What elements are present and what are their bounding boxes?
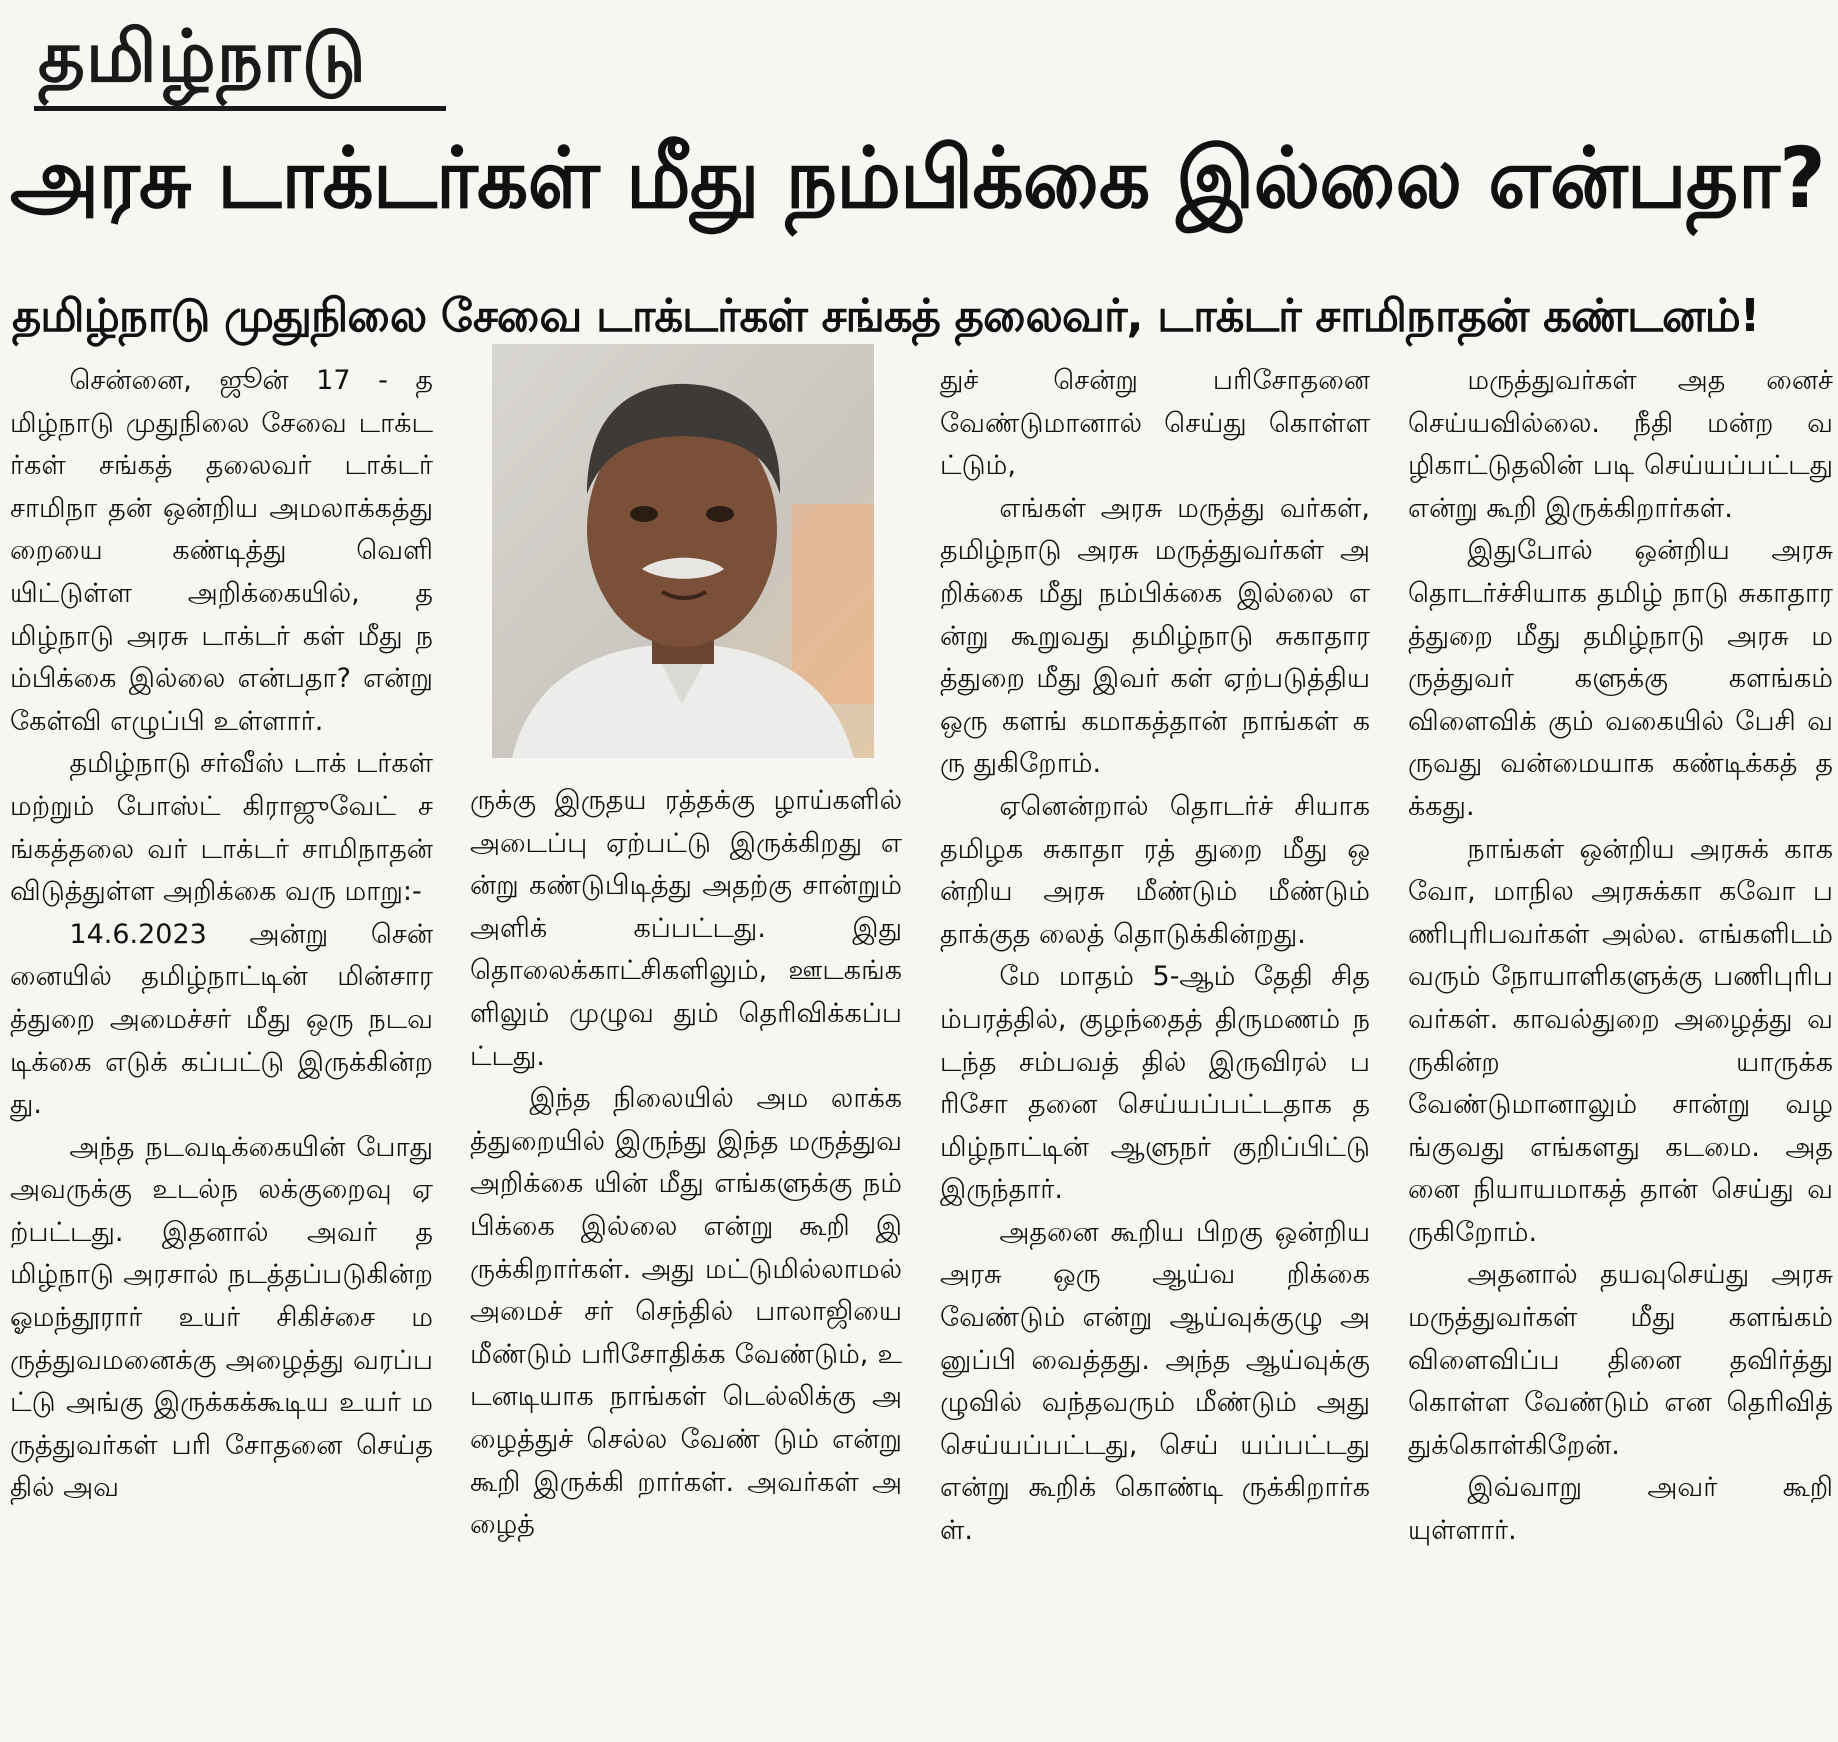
paragraph: ஏனென்றால் தொடர்ச் சியாக தமிழக சுகாதா ரத் துறை மீது ஒன்றிய அரசு மீண்டும் மீண்டும் தாக்குத லைத் தொடுக்கின்றது.: [940, 790, 1370, 950]
section-underline: [34, 106, 446, 111]
article-column-1: [10, 360, 433, 1740]
article-column-4: [1408, 360, 1833, 1740]
paragraph: துச் சென்று பரிசோதனை வேண்டுமானால் செய்து கொள்ளட்டும்,: [940, 365, 1370, 482]
portrait-photo-icon: [492, 344, 874, 758]
paragraph: மருத்துவர்கள் அத னைச் செய்யவில்லை. நீதி மன்ற வழிகாட்டுதலின் படி செய்யப்பட்டது என்று கூறி இருக்கிறார்கள்.: [1408, 365, 1833, 524]
paragraph: ருக்கு இருதய ரத்தக்கு ழாய்களில் அடைப்பு ஏற்பட்டு இருக்கிறது என்று கண்டுபிடித்து அதற்கு சான்றும் அளிக் கப்பட்டது. இது தொலைக்காட்சிகளிலும், ஊடகங்களிலும் முழுவ தும் தெரிவிக்கப்பட்டது.: [470, 785, 902, 1072]
paragraph: இதுபோல் ஒன்றிய அரசு தொடர்ச்சியாக தமிழ் நாடு சுகாதாரத்துறை மீது தமிழ்நாடு அரசு மருத்துவர் களுக்கு களங்கம் விளைவிக் கும் வகையில் பேசி வருவது வன்மையாக கண்டிக்கத் தக்கது.: [1408, 535, 1833, 822]
paragraph: இந்த நிலையில் அம லாக்கத்துறையில் இருந்து இந்த மருத்துவ அறிக்கை யின் மீது எங்களுக்கு நம் பிக்கை இல்லை என்று கூறி இருக்கிறார்கள். அது மட்டுமில்லாமல் அமைச் சர் செந்தில் பாலாஜியை மீண்டும் பரிசோதிக்க வேண்டும், உடனடியாக நாங்கள் டெல்லிக்கு அழைத்துச் செல்ல வேண் டும் என்று கூறி இருக்கி றார்கள். அவர்கள் அழைத்: [470, 1083, 902, 1541]
paragraph: அந்த நடவடிக்கையின் போது அவருக்கு உடல்ந லக்குறைவு ஏற்பட்டது. இதனால் அவர் தமிழ்நாடு அரசால் நடத்தப்படுகின்ற ஓமந்தூரார் உயர் சிகிச்சை மருத்துவமனைக்கு அழைத்து வரப்பட்டு அங்கு இருக்கக்கூடிய உயர் மருத்துவர்கள் பரி சோதனை செய்ததில் அவ: [10, 1131, 433, 1504]
paragraph: அதனால் தயவுசெய்து அரசு மருத்துவர்கள் மீது களங்கம் விளைவிப்ப தினை தவிர்த்து கொள்ள வேண்டும் என தெரிவித் துக்கொள்கிறேன்.: [1408, 1259, 1833, 1461]
paragraph: சென்னை, ஜூன் 17 - தமிழ்நாடு முதுநிலை சேவை டாக்டர்கள் சங்கத் தலைவர் டாக்டர் சாமிநா தன் ஒன்றிய அமலாக்கத்து றையை கண்டித்து வெளி யிட்டுள்ள அறிக்கையில், தமிழ்நாடு அரசு டாக்டர் கள் மீது நம்பிக்கை இல்லை என்பதா? என்று கேள்வி எழுப்பி உள்ளார்.: [10, 365, 433, 737]
article-column-3: [940, 360, 1370, 1740]
paragraph: மே மாதம் 5-ஆம் தேதி சிதம்பரத்தில், குழந்தைத் திருமணம் நடந்த சம்பவத் தில் இருவிரல் பரிசோ தனை செய்யப்பட்டதாக தமிழ்நாட்டின் ஆளுநர் குறிப்பிட்டு இருந்தார்.: [940, 961, 1370, 1206]
paragraph: 14.6.2023 அன்று சென் னையில் தமிழ்நாட்டின் மின்சாரத்துறை அமைச்சர் மீது ஒரு நடவடிக்கை எடுக் கப்பட்டு இருக்கின்றது.: [10, 918, 433, 1121]
subheadline: தமிழ்நாடு முதுநிலை சேவை டாக்டர்கள் சங்கத் தலைவர், டாக்டர் சாமிநாதன் கண்டனம்!: [12, 289, 1760, 342]
portrait-photo-svg: [492, 344, 874, 758]
headline: அரசு டாக்டர்கள் மீது நம்பிக்கை இல்லை என்பதா?: [10, 129, 1825, 227]
section-label: தமிழ்நாடு: [38, 14, 367, 98]
paragraph: எங்கள் அரசு மருத்து வர்கள், தமிழ்நாடு அரசு மருத்துவர்கள் அறிக்கை மீது நம்பிக்கை இல்லை என்று கூறுவது தமிழ்நாடு சுகாதாரத்துறை மீது இவர் கள் ஏற்படுத்திய ஒரு களங் கமாகத்தான் நாங்கள் கரு துகிறோம்.: [940, 492, 1370, 780]
paragraph: அதனை கூறிய பிறகு ஒன்றிய அரசு ஒரு ஆய்வ றிக்கை வேண்டும் என்று ஆய்வுக்குழு அனுப்பி வைத்தது. அந்த ஆய்வுக்கு ழுவில் வந்தவரும் மீண்டும் அது செய்யப்பட்டது, செய் யப்பட்டது என்று கூறிக் கொண்டி ருக்கிறார்கள்.: [940, 1216, 1370, 1547]
paragraph: தமிழ்நாடு சர்வீஸ் டாக் டர்கள் மற்றும் போஸ்ட் கிராஜுவேட் சங்கத்தலை வர் டாக்டர் சாமிநாதன் விடுத்துள்ள அறிக்கை வரு மாறு:-: [10, 748, 433, 908]
article-column-2: [470, 780, 902, 1740]
paragraph: இவ்வாறு அவர் கூறி யுள்ளார்.: [1408, 1472, 1833, 1547]
paragraph: நாங்கள் ஒன்றிய அரசுக் காகவோ, மாநில அரசுக்கா கவோ பணிபுரிபவர்கள் அல்ல. எங்களிடம் வரும் நோயாளிகளுக்கு பணிபுரிப வர்கள். காவல்துறை அழைத்து வருகின்ற யாருக்க வேண்டுமானாலும் சான்று வழங்குவது எங்களது கடமை. அதனை நியாயமாகத் தான் செய்து வருகிறோம்.: [1408, 833, 1833, 1248]
